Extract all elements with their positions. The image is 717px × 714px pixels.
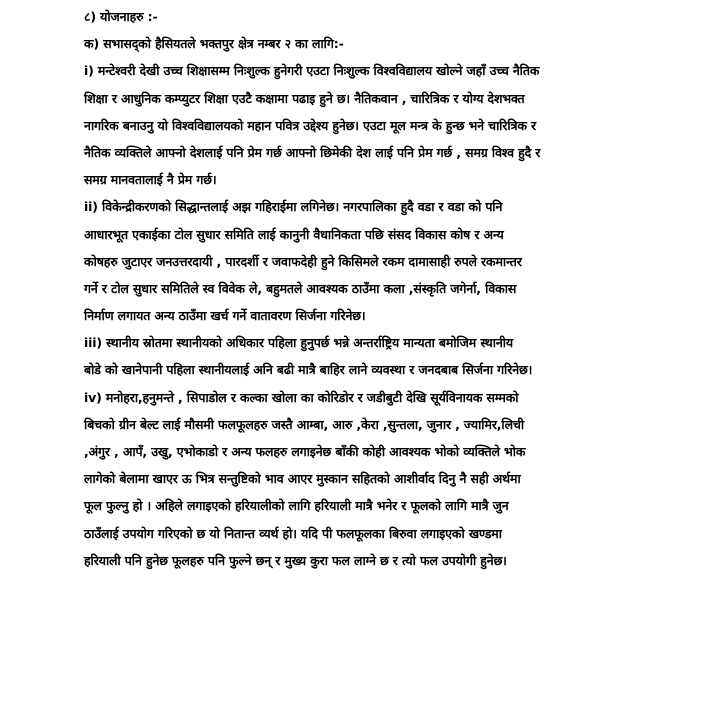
text-line: निर्माण लगायत अन्य ठाउँमा खर्च गर्ने वातावरण सिर्जना गरिनेछ। [84, 308, 366, 324]
text-line: हरियाली पनि हुनेछ फूलहरु पनि फुल्ने छन् र मुख्य कुरा फल लाग्ने छ र त्यो फल उपयोगी हुनेछ। [84, 552, 507, 568]
text-line: iii) स्थानीय स्रोतमा स्थानीयको अधिकार पहिला हुनुपर्छ भन्ने अन्तर्राष्ट्रिय मान्यता बमोजिम स्थानीय [84, 335, 513, 351]
subsection-heading: क) सभासद्को हैसियतले भक्तपुर क्षेत्र नम्बर २ का लागि:- [84, 36, 344, 52]
text-line: कोषहरु जुटाएर जनउत्तरदायी , पारदर्शी र जवाफदेही हुने किसिमले रकम दामासाही रुपले रकमान्तर [84, 253, 522, 269]
document-body [84, 3, 639, 574]
text-line: आधारभूत एकाईका टोल सुधार समिति लाई कानुनी वैधानिकता पछि संसद विकास कोष र अन्य [84, 226, 504, 242]
text-line: समग्र मानवतालाई नै प्रेम गर्छ। [84, 172, 217, 188]
text-line: नागरिक बनाउनु यो विश्वविद्यालयको महान पवित्र उद्देश्य हुनेछ। एउटा मूल मन्त्र के हुन्छ भने चारित्रिक र [84, 117, 536, 133]
text-line: बोडे को खानेपानी पहिला स्थानीयलाई अनि बढी मात्रै बाहिर लाने व्यवस्था र जनदबाब सिर्जना गरिनेछ। [84, 362, 533, 378]
text-line: iv) मनोहरा,हनुमन्ते , सिपाडोल र कल्का खोला का कोरिडोर र जडीबुटी देखि सूर्यविनायक सम्मको [84, 389, 519, 405]
text-line: फूल फुल्नु हो । अहिले लगाइएको हरियालीको लागि हरियाली मात्रै भनेर र फूलको लागि मात्रै जुन [84, 498, 509, 514]
section-heading: ८) योजनाहरु :- [84, 9, 158, 24]
text-line: ठाउँलाई उपयोग गरिएको छ यो नितान्त व्यर्थ हो। यदि पी फलफूलका बिरुवा लगाइएको खण्डमा [84, 525, 502, 541]
text-line: ,अंगुर , आपँ, उखु, एभोकाडो र अन्य फलहरु लगाइनेछ बाँकी कोही आवश्यक भोको व्यक्तिले भोक [84, 444, 526, 459]
text-line: लागेको बेलामा खाएर ऊ भित्र सन्तुष्टिको भाव आएर मुस्कान सहितको आशीर्वाद दिनु नै सही अर्थमा [84, 471, 521, 487]
text-line: ii) विकेन्द्रीकरणको सिद्धान्तलाई अझ गहिराईमा लगिनेछ। नगरपालिका हुदै वडा र वडा को पनि [84, 199, 503, 215]
text-line: शिक्षा र आधुनिक कम्प्युटर शिक्षा एउटै कक्षामा पढाइ हुने छ। नैतिकवान , चारित्रिक र योग्य देशभक्त [84, 90, 525, 106]
text-line: गर्ने र टोल सुधार समितिले स्व विवेक ले, बहुमतले आवश्यक ठाउँमा कला ,संस्कृति जगेर्ना, विकास [84, 280, 517, 296]
text-line: बिचको ग्रीन बेल्ट लाई मौसमी फलफूलहरु जस्तै आम्बा, आरु ,केरा ,सुन्तला, जुनार , ज्यामिर,लिची [84, 416, 524, 432]
text-line: i) मन्टेश्वरी देखी उच्च शिक्षासम्म निःशुल्क हुनेगरी एउटा निःशुल्क विश्वविद्यालय खोल्ने जहाँ उच्च नैतिक [84, 63, 540, 79]
text-line: नैतिक व्यक्तिले आफ्नो देशलाई पनि प्रेम गर्छ आफ्नो छिमेकी देश लाई पनि प्रेम गर्छ , समग्र विश्व हुदै र [84, 144, 541, 160]
